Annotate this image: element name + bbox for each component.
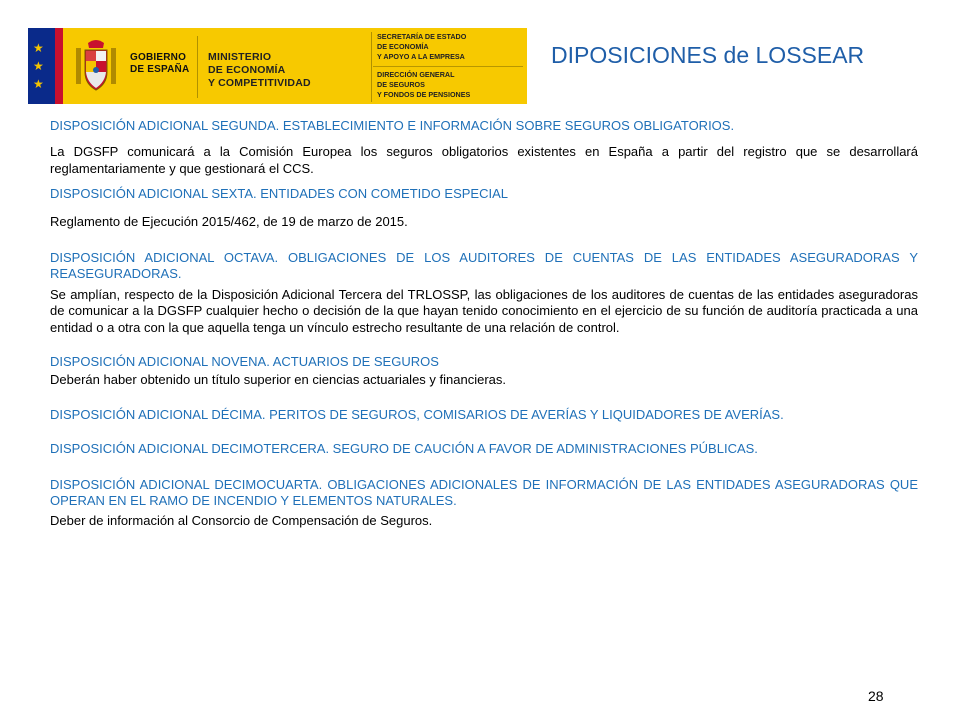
- heading-novena: DISPOSICIÓN ADICIONAL NOVENA. ACTUARIOS DE SEGUROS: [50, 354, 439, 370]
- paragraph-sexta: Reglamento de Ejecución 2015/462, de 19 de marzo de 2015.: [50, 213, 408, 229]
- government-logo-banner: [28, 28, 527, 104]
- secretariat-name: SECRETARÍA DE ESTADO DE ECONOMÍA Y APOYO A LA EMPRESA: [377, 32, 467, 61]
- paragraph-novena: Deberán haber obtenido un título superior en ciencias actuariales y financieras.: [50, 372, 506, 388]
- star-icon: ★: [33, 59, 44, 73]
- coat-of-arms-icon: [73, 38, 119, 96]
- logo-divider: [373, 66, 523, 67]
- logo-divider: [197, 36, 198, 98]
- heading-decima: DISPOSICIÓN ADICIONAL DÉCIMA. PERITOS DE SEGUROS, COMISARIOS DE AVERÍAS Y LIQUIDADORES DE AVERÍAS.: [50, 406, 784, 422]
- logo-yellow-panel: [63, 28, 527, 104]
- red-flag-strip: [55, 28, 63, 104]
- heading-decimotercera: DISPOSICIÓN ADICIONAL DECIMOTERCERA. SEGURO DE CAUCIÓN A FAVOR DE ADMINISTRACIONES PÚBLICAS.: [50, 441, 758, 457]
- heading-sexta: DISPOSICIÓN ADICIONAL SEXTA. ENTIDADES CON COMETIDO ESPECIAL: [50, 186, 508, 202]
- heading-segunda: DISPOSICIÓN ADICIONAL SEGUNDA. ESTABLECIMIENTO E INFORMACIÓN SOBRE SEGUROS OBLIGATORIOS.: [50, 118, 735, 133]
- page-title: DIPOSICIONES de LOSSEAR: [551, 42, 865, 68]
- document-body: [50, 118, 918, 529]
- paragraph-octava: Se amplían, respecto de la Disposición Adicional Tercera del TRLOSSP, las obligaciones de los auditores de cuentas de las entidades aseguradoras de comunicar a la DGSFP cualquier hecho o decisión de la que hayan tenido conocimiento en el ejercicio de su función de auditoría practicada a una entidad o a otra con la que aquella tenga un vínculo estrecho resultante de una relación de control.: [50, 286, 918, 335]
- heading-octava: DISPOSICIÓN ADICIONAL OCTAVA. OBLIGACIONES DE LOS AUDITORES DE CUENTAS DE LAS ENTIDADES ASEGURADORAS Y REASEGURADORAS.: [50, 250, 918, 282]
- star-icon: ★: [33, 77, 44, 91]
- directorate-name: DIRECCIÓN GENERAL DE SEGUROS Y FONDOS DE PENSIONES: [377, 70, 471, 99]
- ministry-name: MINISTERIO DE ECONOMÍA Y COMPETITIVIDAD: [208, 51, 311, 89]
- paragraph-decimocuarta: Deber de información al Consorcio de Compensación de Seguros.: [50, 512, 433, 528]
- eu-flag-strip: [28, 28, 55, 104]
- paragraph-segunda: La DGSFP comunicará a la Comisión Europea los seguros obligatorios existentes en España a partir del registro que se desarrollará reglamentariamente y que gestionará el CCS.: [50, 144, 918, 176]
- heading-decimocuarta: DISPOSICIÓN ADICIONAL DECIMOCUARTA. OBLIGACIONES ADICIONALES DE INFORMACIÓN DE LAS ENTIDADES ASEGURADORAS QUE OPERAN EN EL RAMO DE INCENDIO Y ELEMENTOS NATURALES.: [50, 476, 918, 509]
- government-name: GOBIERNO DE ESPAÑA: [130, 52, 190, 75]
- page-number: 28: [868, 688, 884, 704]
- star-icon: ★: [33, 41, 44, 55]
- logo-divider: [371, 32, 372, 102]
